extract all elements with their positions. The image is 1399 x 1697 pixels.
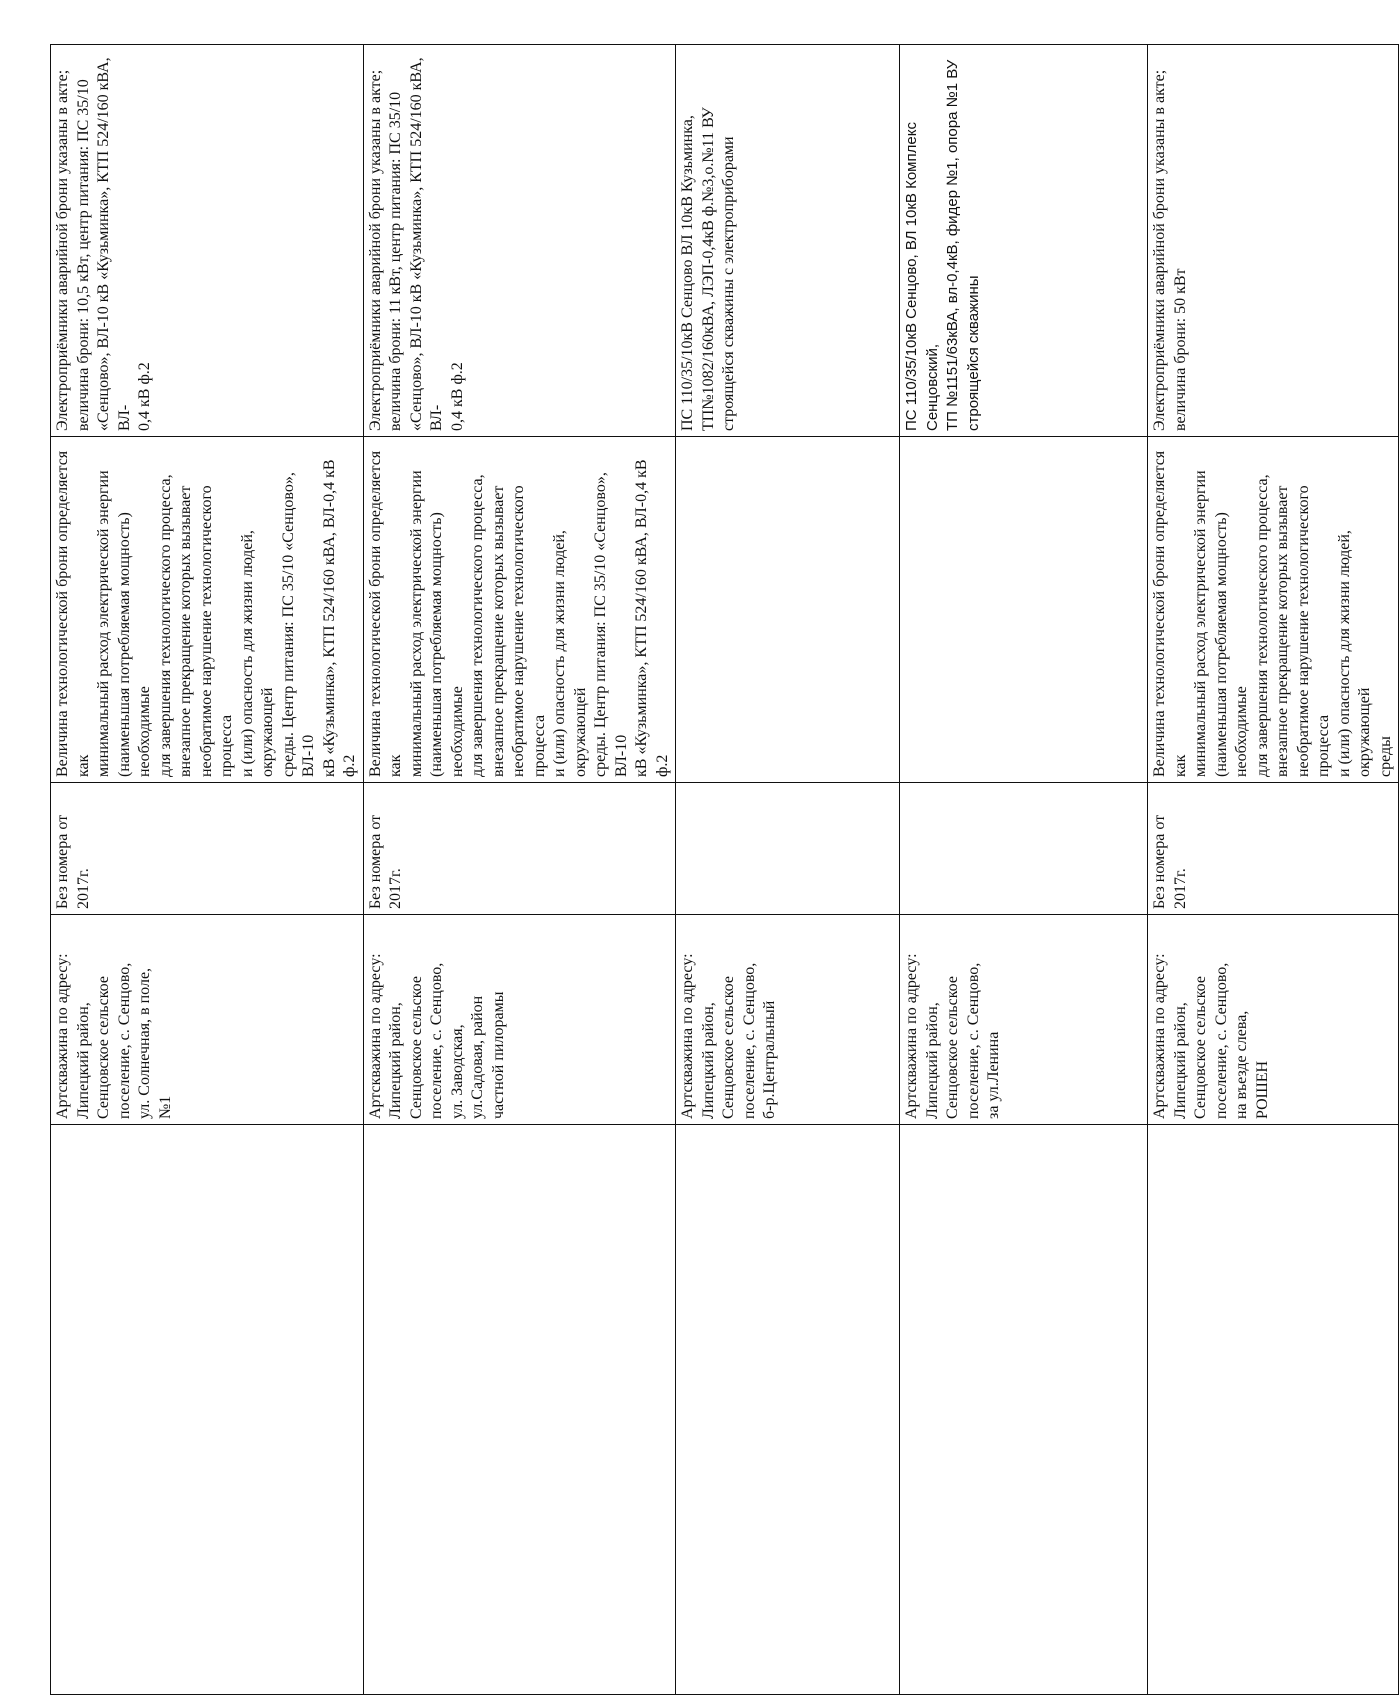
tech-reserve-cell-text: Величина технологической брони определяется как минимальный расход электрической энергии (наименьшая потребляемая мощность) необходимые для завершения технологического процесса, внезапное прекращение которых вызывает необратимое нарушение технологического процесса и (или) опасность для жизни людей, окружающей среды. Центр питания: ПС 35/10 «Сенцово», ВЛ-10 кВ «Кузьминка», КТП 524/160 кВА, ВЛ-0,4 кВ ф.2 bbox=[366, 450, 671, 777]
reserve-table bbox=[50, 44, 1399, 1695]
tech-reserve-cell-text: Величина технологической брони определяется как минимальный расход электрической энергии (наименьшая потребляемая мощность) необходимые для завершения технологического процесса, внезапное прекращение которых вызывает необратимое нарушение технологического процесса и (или) опасность для жизни людей, окружающей среды bbox=[1151, 450, 1394, 777]
tech-reserve-cell bbox=[363, 437, 676, 783]
act-cell bbox=[363, 783, 676, 915]
emergency-reserve-cell bbox=[900, 45, 1148, 437]
blank-margin-cell bbox=[900, 1125, 1148, 1695]
act-cell-text: Без номера от 2017г. bbox=[1151, 814, 1189, 909]
emergency-reserve-cell-text: ПС 110/35/10кВ Сенцово, ВЛ 10кВ Комплекс Сенцовский, ТП №1151/63кВА, вл-0,4кВ, фидер №1, опора №1 ВУ строящейся скважины bbox=[903, 59, 982, 431]
emergency-reserve-cell bbox=[676, 45, 900, 437]
blank-margin-cell bbox=[676, 1125, 900, 1695]
act-cell bbox=[900, 783, 1148, 915]
tech-reserve-cell bbox=[900, 437, 1148, 783]
emergency-reserve-cell bbox=[1148, 45, 1399, 437]
emergency-reserve-cell-text: ПС 110/35/10кВ Сенцово ВЛ 10кВ Кузьминка, ТП№1082/160кВА, ЛЭП-0,4кВ ф.№3,о.№11 ВУ строящейся скважины с электроприборами bbox=[679, 107, 737, 431]
table-row bbox=[900, 45, 1148, 1695]
tech-reserve-cell bbox=[1148, 437, 1399, 783]
address-cell bbox=[363, 915, 676, 1125]
rotated-table bbox=[50, 45, 1394, 1695]
act-cell-text: Без номера от 2017г. bbox=[54, 814, 92, 909]
act-cell bbox=[51, 783, 364, 915]
table-row bbox=[1148, 45, 1399, 1695]
blank-margin-cell bbox=[363, 1125, 676, 1695]
address-cell-text: Артскважина по адресу: Липецкий район, Сенцовское сельское поселение, с. Сенцово, б-р.Центральный bbox=[679, 953, 778, 1119]
address-cell-text: Артскважина по адресу: Липецкий район, Сенцовское сельское поселение, с. Сенцово, на въезде слева, РОШЕН bbox=[1151, 953, 1271, 1119]
address-cell-text: Артскважина по адресу: Липецкий район, Сенцовское сельское поселение, с. Сенцово, ул. Солнечная, в поле, №1 bbox=[54, 953, 174, 1119]
emergency-reserve-cell bbox=[51, 45, 364, 437]
address-cell bbox=[900, 915, 1148, 1125]
emergency-reserve-cell bbox=[363, 45, 676, 437]
act-cell bbox=[1148, 783, 1399, 915]
address-cell bbox=[1148, 915, 1399, 1125]
emergency-reserve-cell-text: Электроприёмники аварийной брони указаны в акте; величина брони: 10,5 кВт, центр питания: ПС 35/10 «Сенцово», ВЛ-10 кВ «Кузьминка», КТП 524/160 кВА, ВЛ- 0,4 кВ ф.2 bbox=[54, 57, 153, 431]
table-row bbox=[363, 45, 676, 1695]
blank-margin-cell bbox=[51, 1125, 364, 1695]
act-cell bbox=[676, 783, 900, 915]
tech-reserve-cell bbox=[51, 437, 364, 783]
blank-margin-cell bbox=[1148, 1125, 1399, 1695]
emergency-reserve-cell-text: Электроприёмники аварийной брони указаны в акте; величина брони: 11 кВт, центр питания: ПС 35/10 «Сенцово», ВЛ-10 кВ «Кузьминка», КТП 524/160 кВА, ВЛ- 0,4 кВ ф.2 bbox=[366, 57, 466, 431]
address-cell bbox=[676, 915, 900, 1125]
act-cell-text: Без номера от 2017г. bbox=[366, 814, 404, 909]
table-row bbox=[676, 45, 900, 1695]
address-cell-text: Артскважина по адресу: Липецкий район, Сенцовское сельское поселение, с. Сенцово, ул. Заводская, ул.Садовая, район частной пилорамы bbox=[366, 953, 507, 1119]
emergency-reserve-cell-text: Электроприёмники аварийной брони указаны в акте; величина брони: 50 кВт bbox=[1151, 69, 1189, 431]
tech-reserve-cell bbox=[676, 437, 900, 783]
tech-reserve-cell-text: Величина технологической брони определяется как минимальный расход электрической энергии (наименьшая потребляемая мощность) необходимые для завершения технологического процесса, внезапное прекращение которых вызывает необратимое нарушение технологического процесса и (или) опасность для жизни людей, окружающей среды. Центр питания: ПС 35/10 «Сенцово», ВЛ-10 кВ «Кузьминка», КТП 524/160 кВА, ВЛ-0,4 кВ ф.2 bbox=[54, 450, 358, 777]
address-cell-text: Артскважина по адресу: Липецкий район, Сенцовское сельское поселение, с. Сенцово, за ул.Ленина bbox=[903, 953, 1002, 1119]
table-row bbox=[51, 45, 364, 1695]
address-cell bbox=[51, 915, 364, 1125]
